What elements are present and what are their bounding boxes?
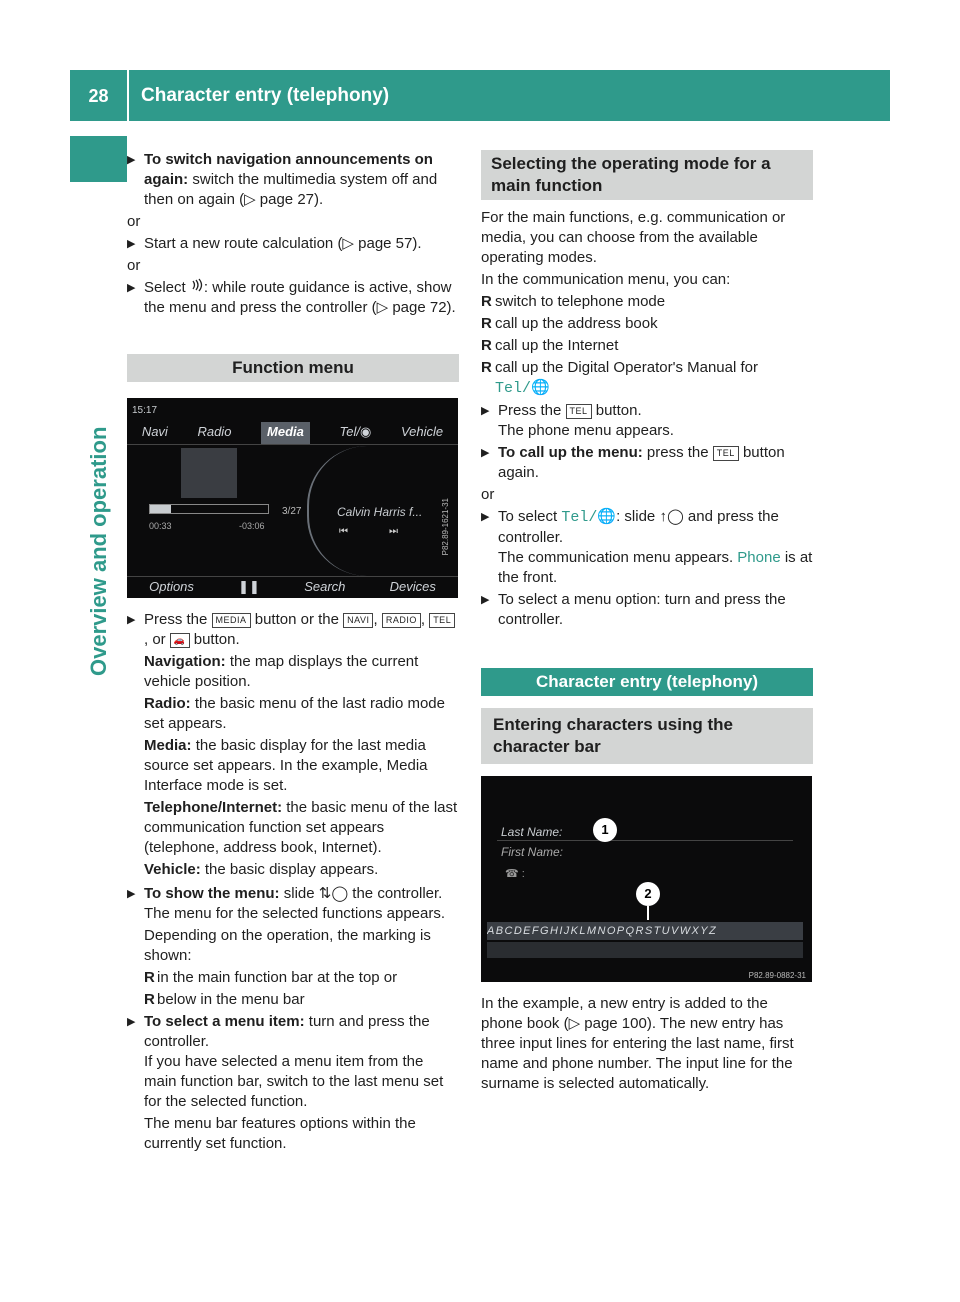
intro-text: For the main functions, e.g. communication or media, you can choose from the available operating modes. — [481, 209, 786, 266]
page-title: Character entry (telephony) — [141, 84, 390, 106]
desc-vehicle: Vehicle: the basic display appears. — [144, 861, 379, 878]
arrow-icon: ▶ — [481, 447, 490, 459]
step-route-calc — [127, 234, 459, 254]
step-text: Start a new route calculation (▷ page 57). — [144, 235, 422, 252]
list-item: R call up the Internet — [481, 337, 619, 354]
step-select-option: ▶ To select a menu option: turn and press the controller. — [481, 591, 786, 628]
arrow-icon: ▶ — [481, 594, 490, 606]
arrow-icon: ▶ — [481, 405, 490, 417]
step-text: : while route guidance is active, show the menu and press the controller (▷ page 72). — [144, 279, 456, 316]
image-ref: P82.89-1621-31 — [441, 498, 450, 556]
controller-slide-icon: ⇅◯ — [318, 885, 349, 902]
section-character-bar: Entering characters using the character bar — [481, 708, 813, 764]
arrow-icon: ▶ — [127, 888, 136, 900]
callout-2-line — [647, 906, 649, 920]
example-text: In the example, a new entry is added to the phone book (▷ page 100). The new entry has three input lines for entering the last name, first name and phone number. The input line for the surname is selected automatically. — [481, 995, 794, 1092]
vehicle-key-icon: 🚗 — [170, 633, 190, 648]
or-text: or — [127, 213, 141, 230]
arrow-icon: ▶ — [127, 1016, 136, 1028]
image-ref: P82.89-0882-31 — [748, 971, 806, 980]
menu-media: Media — [261, 422, 310, 444]
menu-bar-text: The menu bar features options within the currently set function. — [144, 1115, 416, 1152]
tel-code: Tel/ — [495, 380, 532, 397]
remaining-time: -03:06 — [239, 521, 265, 531]
arrow-icon: ▶ — [127, 238, 136, 250]
menu-options: Options — [149, 579, 194, 594]
list-item: R call up the address book — [481, 315, 658, 332]
section-function-menu: Function menu — [127, 354, 459, 382]
step-call-menu: ▶ To call up the menu: press the TEL button again. — [481, 444, 785, 481]
album-art — [181, 448, 237, 498]
voice-announcement-icon — [190, 278, 204, 298]
menu-vehicle: Vehicle — [400, 424, 444, 439]
prev-track-icon: ⏮ — [339, 526, 348, 537]
callout-2: 2 — [636, 882, 660, 906]
section-operating-mode: Selecting the operating mode for a main function — [481, 150, 813, 200]
step-select-voice — [127, 278, 459, 318]
bottom-menu-bar — [127, 576, 458, 598]
tel-key-icon: TEL — [566, 404, 592, 419]
step-text: switch the multimedia system off and then on again (▷ page 27). — [144, 171, 438, 208]
intro-text-2: In the communication menu, you can: — [481, 271, 731, 288]
step-press-button: ▶ Press the MEDIA button or the NAVI , RADIO , TEL, or 🚗 button. — [127, 610, 459, 650]
callout-1: 1 — [593, 818, 617, 842]
next-track-icon: ⏭ — [389, 526, 398, 537]
globe-icon: 🌐 — [531, 379, 550, 396]
globe-icon: 🌐 — [597, 508, 617, 525]
desc-radio: Radio: the basic menu of the last radio mode set appears. — [144, 695, 445, 732]
pause-icon: ❚❚ — [238, 579, 260, 594]
first-name-label: First Name: — [501, 845, 564, 859]
arrow-icon: ▶ — [481, 511, 490, 523]
navi-key-icon: NAVI — [343, 613, 373, 628]
header-bar — [70, 70, 890, 121]
or-text: or — [481, 486, 495, 503]
main-function-bar — [127, 422, 458, 445]
input-controls-bar — [487, 942, 803, 958]
last-name-line — [497, 840, 793, 841]
radio-key-icon: RADIO — [382, 613, 421, 628]
page-number: 28 — [88, 85, 109, 106]
arrow-icon: ▶ — [127, 614, 136, 626]
clock: 15:17 — [132, 405, 158, 416]
list-item: R switch to telephone mode — [481, 293, 666, 310]
or-text: or — [127, 257, 141, 274]
progress-bar — [149, 504, 269, 514]
right-column — [481, 150, 813, 1096]
curved-separator — [307, 446, 369, 576]
step-press-tel: ▶ Press the TEL button. The phone menu appears. — [481, 402, 674, 439]
step-heading: To switch navigation announcements on again: — [144, 151, 433, 188]
desc-media: Media: the basic display for the last media source set appears. In the example, Media Interface mode is set. — [144, 737, 428, 794]
media-key-icon: MEDIA — [212, 613, 251, 628]
tel-key-icon: TEL — [713, 446, 739, 461]
arrow-icon: ▶ — [127, 154, 136, 166]
marking-text: Depending on the operation, the marking is shown: — [144, 927, 431, 964]
step-text: Select — [144, 279, 186, 296]
track-number: 3/27 — [282, 506, 302, 517]
menu-devices: Devices — [389, 579, 436, 594]
menu-navi: Navi — [141, 424, 168, 439]
artist-name: Calvin Harris f... — [337, 505, 423, 519]
menu-search: Search — [304, 579, 346, 594]
tel-key-icon: TEL — [429, 613, 455, 628]
left-column — [127, 150, 459, 1156]
list-item: R call up the Digital Operator's Manual for Tel/🌐 — [481, 359, 758, 397]
globe-icon: ◉ — [360, 424, 372, 439]
elapsed-time: 00:33 — [149, 521, 172, 531]
controller-slide-icon: ↑◯ — [659, 508, 684, 525]
side-label: Overview and operation — [86, 426, 111, 676]
phone-code: Phone — [737, 549, 781, 566]
media-display-screenshot — [127, 398, 458, 598]
step-switch-announcements — [127, 150, 459, 210]
character-bar: ABCDEFGHIJKLMNOPQRSTUVWXYZ — [487, 922, 803, 940]
phone-line: ☎ : — [505, 868, 525, 880]
step-select-menu-item: ▶ To select a menu item: turn and press the controller. If you have selected a menu item from the main function bar, switch to the last menu set for the selected function. — [127, 1013, 444, 1110]
arrow-icon: ▶ — [127, 282, 136, 294]
list-item: R below in the menu bar — [144, 991, 305, 1008]
section-character-entry: Character entry (telephony) — [481, 668, 813, 696]
desc-telephone: Telephone/Internet: the basic menu of the last communication function set appears (telephone, address book, Internet). — [144, 799, 458, 856]
menu-radio: Radio — [197, 424, 232, 439]
step-select-tel: ▶ To select Tel/🌐: slide ↑◯ and press the controller. The communication menu appears. Phone is at the front. — [481, 508, 813, 586]
desc-navigation: Navigation: the map displays the current vehicle position. — [144, 653, 419, 690]
character-bar-screenshot — [481, 776, 812, 982]
list-item: R in the main function bar at the top or — [144, 969, 398, 986]
last-name-label: Last Name: — [501, 825, 563, 839]
step-show-menu: ▶ To show the menu: slide ⇅◯ the controller. The menu for the selected functions appears. — [127, 885, 446, 922]
menu-tel: Tel/◉ — [339, 424, 372, 439]
